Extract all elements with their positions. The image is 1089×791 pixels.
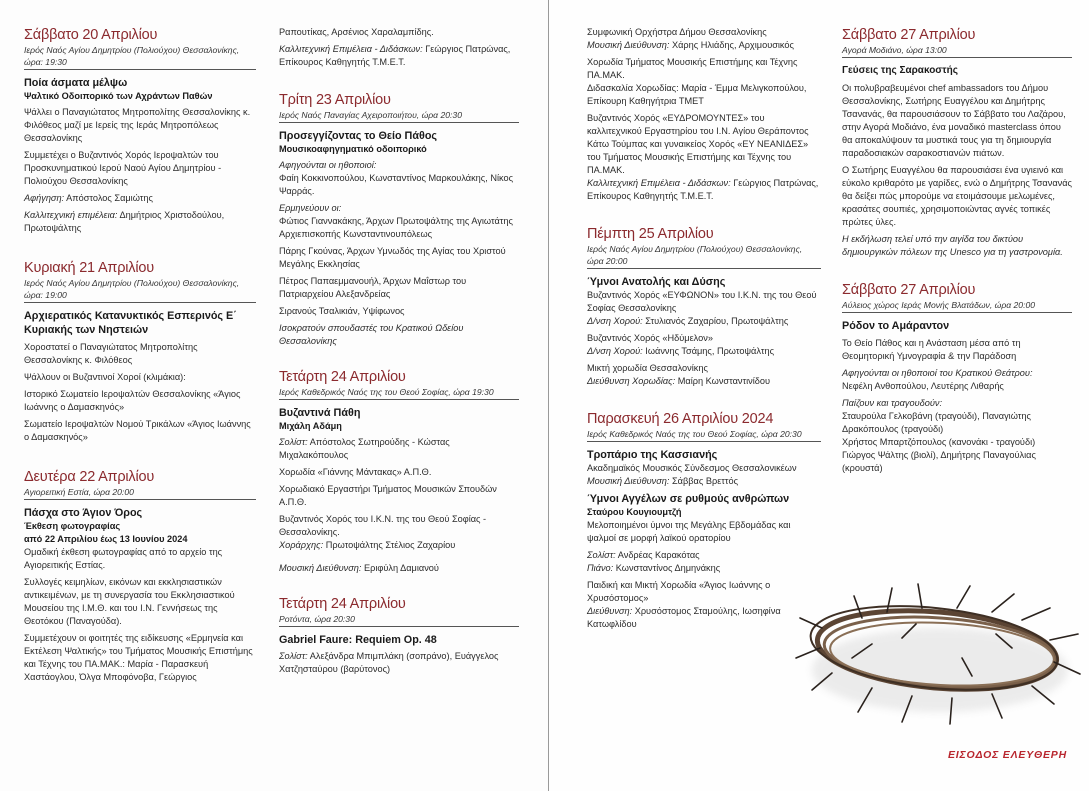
event-text: Ομαδική έκθεση φωτογραφίας από το αρχείο της Αγιορειτικής Εστίας. (24, 547, 223, 570)
day-title: Τετάρτη 24 Απριλίου (279, 596, 406, 612)
event-credit (279, 562, 519, 575)
event-text: Σιρανούς Τσαλικιάν, Υψίφωνος (279, 306, 405, 316)
event-credit (587, 315, 821, 328)
event-day-23 (279, 91, 519, 348)
event-subtitle: Σταύρου Κουγιουμτζή (587, 507, 682, 517)
event-text: Χορωδία Τμήματος Μουσικής Επιστήμης και Τέχνης ΠΑ.ΜΑΚ. (587, 57, 798, 80)
event-venue: Ιερός Ναός Αγίου Δημητρίου (Πολιούχου) Θεσσαλονίκης, ώρα: 19:30 (24, 44, 256, 70)
column-3 (587, 26, 821, 651)
credit-label: Μουσική Διεύθυνση: (279, 563, 362, 573)
free-entry-label: ΕΙΣΟΔΟΣ ΕΛΕΥΘΕΡΗ (948, 749, 1067, 761)
event-credit (24, 192, 256, 205)
event-title-2: Ύμνοι Αγγέλων σε ρυθμούς ανθρώπων (587, 493, 790, 505)
day-title: Τρίτη 23 Απριλίου (279, 92, 391, 108)
event-title: Ρόδον το Αμάραντον (842, 320, 950, 332)
event-credit (587, 375, 821, 388)
credit-value: Γεώργιος Πατρώνας, Επίκουρος Καθηγητής Τ.Μ.Ε.Τ. (279, 44, 511, 67)
event-title: Ύμνοι Ανατολής και Δύσης (587, 276, 726, 288)
day-title: Κυριακή 21 Απριλίου (24, 260, 154, 276)
event-text: Ιστορικό Σωματείο Ιεροψαλτών Θεσσαλονίκης «Άγιος Ιωάννης ο Δαμασκηνός» (24, 389, 241, 412)
credit-value: Απόστολος Σωτηρούδης - Κώστας Μιχαλακόπουλος (279, 437, 450, 460)
event-credit (279, 436, 519, 462)
event-text: Μελοποιημένοι ύμνοι της Μεγάλης Εβδομάδας και ψαλμοί σε μορφή λαϊκού ορατορίου (587, 520, 791, 543)
event-credit (587, 177, 821, 203)
credit-label: Διεύθυνση Χορωδίας: (587, 376, 676, 386)
credit-label: Καλλιτεχνική Επιμέλεια - Διδάσκων: (587, 178, 731, 188)
day-title: Δευτέρα 22 Απριλίου (24, 469, 155, 485)
event-title: Πάσχα στο Άγιον Όρος (24, 507, 143, 519)
event-text: Συλλογές κειμηλίων, εικόνων και εκκλησιαστικών αντικειμένων, με τη συνεργασία του Εκκλησιαστικού Μουσείου της Ι.Μ.Θ. και του Ι.Ν. Γεννήσεως της Θεοτόκου (Παναγούδα). (24, 577, 235, 626)
crown-of-thorns-icon (792, 578, 1082, 738)
credit-value: Αλεξάνδρα Μπιμπλάκη (σοπράνο), Ευάγγελος Χατζησταύρου (βαρύτονος) (279, 651, 499, 674)
event-credit (587, 345, 821, 358)
credit-value: Νεφέλη Ανθοπούλου, Λευτέρης Λιθαρής (842, 381, 1004, 391)
event-venue: Ιερός Καθεδρικός Ναός της του Θεού Σοφίας, ώρα 20:30 (587, 428, 821, 442)
event-credit (842, 397, 1072, 475)
event-day-24-a (279, 368, 519, 575)
event-text: Χορωδιακό Εργαστήρι Τμήματος Μουσικών Σπουδών Α.Π.Θ. (279, 484, 497, 507)
day-title: Σάββατο 27 Απριλίου (842, 27, 976, 43)
event-title: Ποία άσματα μέλψω (24, 77, 128, 89)
credit-value: Μαίρη Κωνσταντινίδου (677, 376, 771, 386)
event-text: Βυζαντινός Χορός «ΕΥΔΡΟΜΟΥΝΤΕΣ» του καλλιτεχνικού Εργαστηρίου του Ι.Ν. Αγίου Θεράποντος Κάτω Τούμπας και γυναικείος Χορός «ΕΥ ΝΕΑΝΙΔΕΣ» του Τμήματος Μουσικής Επιστήμης και Τέχνης του ΠΑ.ΜΑΚ. (587, 113, 809, 175)
event-text: Βυζαντινός Χορός «ΕΥΦΩΝΟΝ» του Ι.Κ.Ν. της του Θεού Σοφίας Θεσσαλονίκης (587, 290, 817, 313)
event-venue: Αύλειος χώρος Ιεράς Μονής Βλατάδων, ώρα 20:00 (842, 299, 1072, 313)
event-day-25 (587, 225, 821, 388)
event-credit (24, 209, 256, 235)
event-venue: Ιερός Ναός Παναγίας Αχειροποιήτου, ώρα 20:30 (279, 109, 519, 123)
event-venue: Ιερός Ναός Αγίου Δημητρίου (Πολιούχου) Θεσσαλονίκης, ώρα 20:00 (587, 243, 821, 269)
event-credit (587, 605, 821, 631)
event-credit (587, 562, 821, 575)
event-day-27-b (842, 281, 1072, 475)
event-credit (587, 39, 821, 52)
event-title: Gabriel Faure: Requiem Op. 48 (279, 634, 437, 646)
event-subtitle: Ψαλτικό Οδοιπορικό των Αχράντων Παθών (24, 91, 213, 101)
day-title: Σάββατο 20 Απριλίου (24, 27, 158, 43)
event-credit (279, 159, 519, 198)
event-subtitle: Μιχάλη Αδάμη (279, 421, 342, 431)
event-text: Συμμετέχουν οι φοιτητές της ειδίκευσης «Ερμηνεία και Εκτέλεση Ψαλτικής» του Τμήματος Μουσικής Επιστήμης και Τέχνης του ΠΑ.ΜΑΚ.: Μαρία - Παρασκευή Χαστάογλου, Όλγα Μποφόνοβα, Γεώργιος (24, 633, 253, 682)
credit-value: Γιώργος Ψάλτης (βιολί), Δημήτρης Παναγούλιας (κρουστά) (842, 450, 1036, 473)
event-text: Πέτρος Παπαεμμανουήλ, Άρχων Μαΐστωρ του Πατριαρχείου Αλεξανδρείας (279, 276, 467, 299)
event-text: Το Θείο Πάθος και η Ανάσταση μέσα από τη Θεομητορική Υμνογραφία & την Παράδοση (842, 338, 1021, 361)
column-4 (842, 26, 1072, 495)
event-credit (842, 367, 1072, 393)
event-subtitle: Έκθεση φωτογραφίας (24, 521, 121, 531)
event-text: Ψάλλουν οι Βυζαντινοί Χοροί (κλιμάκια): (24, 372, 186, 382)
credit-label: Μουσική Διεύθυνση: (587, 476, 670, 486)
event-credit (279, 539, 519, 552)
credit-value: Ιωάννης Τσάμης, Πρωτοψάλτης (645, 346, 775, 356)
event-text: Παιδική και Μικτή Χορωδία «Άγιος Ιωάννης ο Χρυσόστομος» (587, 580, 771, 603)
event-day-24-b (279, 595, 519, 676)
event-venue: Ροτόντα, ώρα 20:30 (279, 613, 519, 627)
event-text: Ραπουτίκας, Αρσένιος Χαραλαμπίδης. (279, 27, 434, 37)
event-text: Συμμετέχει ο Βυζαντινός Χορός Ιεροψαλτών του Προσκυνηματικού Ιερού Ναού Αγίου Δημητρίου - Πολιούχου Θεσσαλονίκης (24, 150, 222, 186)
credit-value: Σταυρούλα Γελκοβάνη (τραγούδι), Παναγιώτης Δρακόπουλος (τραγούδι) (842, 411, 1031, 434)
credit-value: Απόστολος Σαμιώτης (66, 193, 153, 203)
credit-label: Καλλιτεχνική Επιμέλεια - Διδάσκων: (279, 44, 423, 54)
credit-label: Αφήγηση: (24, 193, 65, 203)
credit-label: Μουσική Διεύθυνση: (587, 40, 670, 50)
event-text: Ο Σωτήρης Ευαγγέλου θα παρουσιάσει ένα υγιεινό και εύκολο κριθαρότο με γαρίδες, ενώ ο Δημήτρης Τσανανάς θα δείξει πώς μπορούμε να ετοιμάσουμε μελωμένες, κρασάτες σουπιές, χρησιμοποιώντας αγνές τοπικές πρώτες ύλες. (842, 165, 1072, 227)
credit-label: Δ/νση Χορού: (587, 316, 643, 326)
event-credit (279, 202, 519, 241)
event-text: Πάρης Γκούνας, Άρχων Υμνωδός της Αγίας του Χριστού Μεγάλης Εκκλησίας (279, 246, 506, 269)
credit-value: Χάρης Ηλιάδης, Αρχιμουσικός (671, 40, 794, 50)
event-credit (279, 43, 519, 69)
event-subtitle: Μουσικοαφηγηματικό οδοιπορικό (279, 144, 427, 154)
event-text: Μικτή χορωδία Θεσσαλονίκης (587, 363, 708, 373)
event-text: Βυζαντινός Χορός του Ι.Κ.Ν. της του Θεού Σοφίας - Θεσσαλονίκης. (279, 514, 487, 537)
event-title: Βυζαντινά Πάθη (279, 407, 361, 419)
credit-label: Καλλιτεχνική επιμέλεια: (24, 210, 118, 220)
event-text: Σωματείο Ιεροψαλτών Νομού Τρικάλων «Άγιος Ιωάννης ο Δαμασκηνός» (24, 419, 251, 442)
credit-value: Σάββας Βρεττός (671, 476, 739, 486)
page-fold-divider (548, 0, 549, 791)
day-title: Πέμπτη 25 Απριλίου (587, 226, 714, 242)
event-text: Ισοκρατούν σπουδαστές του Κρατικού Ωδείου Θεσσαλονίκης (279, 323, 464, 346)
credit-value: Δημήτριος Χριστοδούλου, Πρωτοψάλτης (24, 210, 225, 233)
credit-label: Δ/νση Χορού: (587, 346, 643, 356)
event-note: Η εκδήλωση τελεί υπό την αιγίδα του δικτύου δημιουργικών πόλεων της Unesco για τη γαστρονομία. (842, 234, 1063, 257)
credit-value: Ανδρέας Καρακότας (617, 550, 700, 560)
day-title: Τετάρτη 24 Απριλίου (279, 369, 406, 385)
event-continuation (587, 26, 821, 203)
column-1 (24, 26, 256, 704)
event-venue: Ιερός Ναός Αγίου Δημητρίου (Πολιούχου) Θεσσαλονίκης, ώρα: 19:00 (24, 277, 256, 303)
event-credit (587, 549, 821, 562)
credit-label: Χοράρχης: (279, 540, 324, 550)
event-credit (279, 650, 519, 676)
event-text: Οι πολυβραβευμένοι chef ambassadors του Δήμου Θεσσαλονίκης, Σωτήρης Ευαγγέλου και Δημήτρης Τσανανάς, θα παρουσιάσουν το Σάββατο του Λαζάρου, στην Αγορά Μοδιάνο, ένα μοναδικό masterclass όπου θα αποκαλύψουν τα μυστικά τους για τη δημιουργία παραδοσιακών σαρακοστιανών πιάτων. (842, 83, 1066, 158)
credit-label: Σολίστ: (279, 651, 308, 661)
event-text: Συμφωνική Ορχήστρα Δήμου Θεσσαλονίκης (587, 27, 767, 37)
event-day-21 (24, 259, 256, 444)
event-day-26 (587, 410, 821, 631)
event-dates: από 22 Απριλίου έως 13 Ιουνίου 2024 (24, 534, 188, 544)
credit-label: Ερμηνεύουν οι: (279, 203, 342, 213)
column-2 (279, 26, 519, 696)
credit-label: Πιάνο: (587, 563, 614, 573)
event-text: Χορωδία «Γιάννης Μάντακας» Α.Π.Θ. (279, 467, 432, 477)
credit-value: Φαίη Κοκκινοπούλου, Κωνσταντίνος Μαρκουλάκης, Νίκος Ψαρράς. (279, 173, 514, 196)
credit-value: Κωνσταντίνος Δημηνάκης (615, 563, 721, 573)
credit-value: Εριφύλη Δαμιανού (363, 563, 439, 573)
event-title: Αρχιερατικός Κατανυκτικός Εσπερινός Ε΄ Κυριακής των Νηστειών (24, 310, 237, 336)
credit-value: Χρήστος Μπαρτζόπουλος (κανονάκι - τραγούδι) (842, 437, 1036, 447)
event-text: Διδασκαλία Χορωδίας: Μαρία - Έμμα Μελιγκοπούλου, Επίκουρη Καθηγήτρια ΤΜΕΤ (587, 83, 807, 106)
credit-label: Σολίστ: (279, 437, 308, 447)
event-venue: Ιερός Καθεδρικός Ναός της του Θεού Σοφίας, ώρα 19:30 (279, 386, 519, 400)
event-continuation (279, 26, 519, 69)
event-title: Γεύσεις της Σαρακοστής (842, 65, 958, 76)
day-title: Σάββατο 27 Απριλίου (842, 282, 976, 298)
event-text: Ακαδημαϊκός Μουσικός Σύνδεσμος Θεσσαλονικέων (587, 463, 797, 473)
event-credit (587, 475, 821, 488)
credit-value: Φώτιος Γιαννακάκης, Άρχων Πρωτοψάλτης της Αγιωτάτης Αρχιεπισκοπής Κωνσταντινουπόλεως (279, 216, 513, 239)
event-venue: Αγιορειτική Εστία, ώρα 20:00 (24, 486, 256, 500)
credit-value: Στυλιανός Ζαχαρίου, Πρωτοψάλτης (645, 316, 789, 326)
event-day-22 (24, 468, 256, 684)
day-title: Παρασκευή 26 Απριλίου 2024 (587, 411, 774, 427)
event-venue: Αγορά Μοδιάνο, ώρα 13:00 (842, 44, 1072, 58)
event-day-27-a (842, 26, 1072, 259)
credit-label: Αφηγούνται οι ηθοποιοί του Κρατικού Θεάτρου: (842, 368, 1033, 378)
credit-label: Σολίστ: (587, 550, 616, 560)
event-title: Προσεγγίζοντας το Θείο Πάθος (279, 130, 438, 142)
credit-label: Παίζουν και τραγουδούν: (842, 398, 943, 408)
credit-value: Χρυσόστομος Σταμούλης, Ιωσηφίνα Κατωφλίδου (587, 606, 781, 629)
credit-value: Γεώργιος Πατρώνας, Επίκουρος Καθηγητής Τ.Μ.Ε.Τ. (587, 178, 819, 201)
event-text: Ψάλλει ο Παναγιώτατος Μητροπολίτης Θεσσαλονίκης κ. Φιλόθεος μαζί με Ιερείς της Ιεράς Μητροπόλεως Θεσσαλονίκης (24, 107, 251, 143)
event-text: Χοροστατεί ο Παναγιώτατος Μητροπολίτης Θεσσαλονίκης κ. Φιλόθεος (24, 342, 198, 365)
credit-value: Πρωτοψάλτης Στέλιος Ζαχαρίου (325, 540, 456, 550)
event-text: Βυζαντινός Χορός «Ηδύμελον» (587, 333, 713, 343)
credit-label: Αφηγούνται οι ηθοποιοί: (279, 160, 377, 170)
event-day-20 (24, 26, 256, 235)
event-title: Τροπάριο της Κασσιανής (587, 449, 718, 461)
credit-label: Διεύθυνση: (587, 606, 633, 616)
